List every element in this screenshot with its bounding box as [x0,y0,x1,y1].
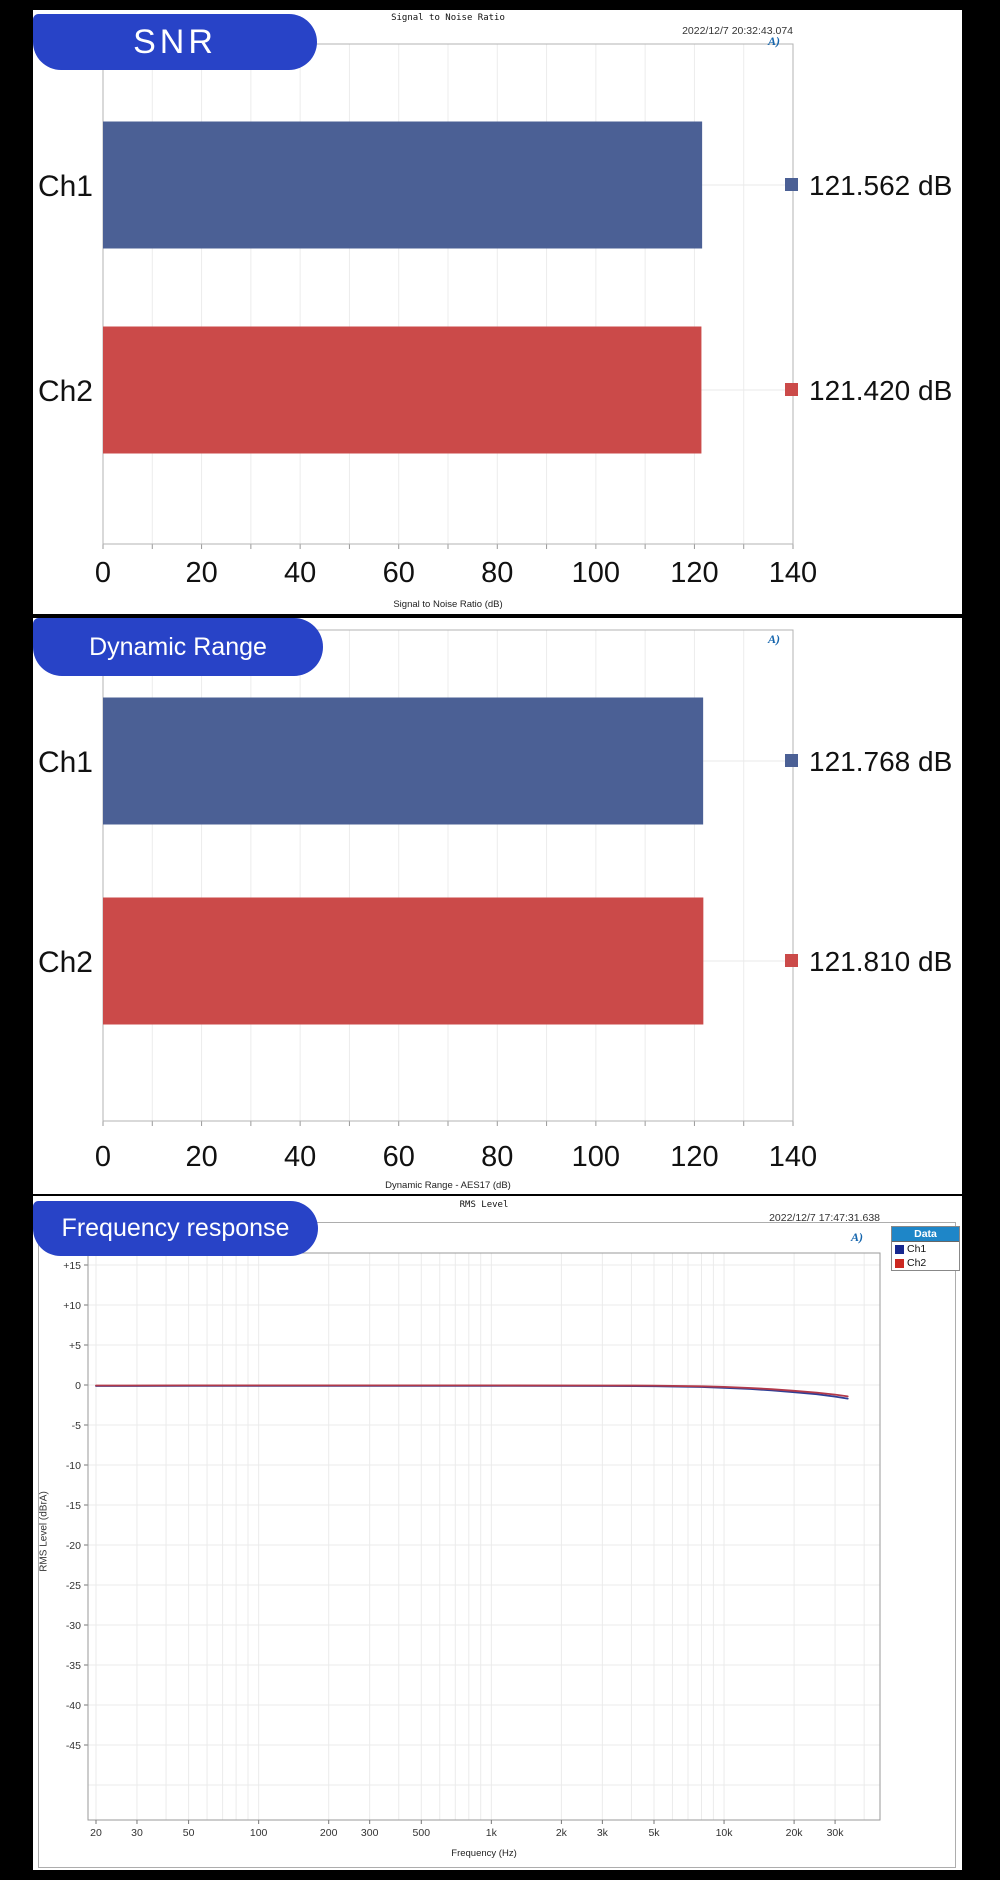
bar-ch1 [103,122,702,249]
legend-label-ch1: Ch1 [907,1243,927,1255]
svg-text:80: 80 [481,1141,514,1173]
svg-text:60: 60 [382,1141,415,1173]
svg-text:5k: 5k [648,1827,660,1839]
ch1-color-swatch-icon [895,1245,904,1254]
snr-x-axis-title: Signal to Noise Ratio (dB) [393,599,503,610]
svg-text:50: 50 [182,1827,195,1839]
value-marker-ch1 [785,754,798,767]
bar-ch2 [103,327,701,454]
fr-timestamp: 2022/12/7 17:47:31.638 [769,1212,880,1224]
value-label-ch1: 121.768 dB [809,746,953,777]
frequency-response-panel [33,1196,962,1870]
svg-text:0: 0 [94,1141,112,1173]
svg-text:-25: -25 [65,1580,81,1592]
svg-text:-5: -5 [71,1420,81,1432]
svg-text:20k: 20k [785,1827,803,1839]
svg-text:-35: -35 [65,1660,81,1672]
snr-badge: SNR [33,14,317,70]
svg-text:+5: +5 [69,1340,81,1352]
svg-text:10k: 10k [715,1827,733,1839]
legend-label-ch2: Ch2 [907,1257,927,1269]
svg-text:-20: -20 [65,1540,81,1552]
rms-level-chart-title: RMS Level [459,1200,509,1210]
audio-precision-logo-icon: A) [768,632,780,646]
svg-text:Ch1: Ch1 [37,170,93,203]
dynamic-range-badge: Dynamic Range [33,618,323,676]
ch2-color-swatch-icon [895,1259,904,1268]
svg-text:-40: -40 [65,1700,81,1712]
legend-item-ch1 [892,1242,959,1256]
svg-text:0: 0 [75,1380,81,1392]
svg-text:-15: -15 [65,1500,81,1512]
audio-precision-logo-icon: A) [851,1230,863,1244]
fr-x-axis-title: Frequency (Hz) [451,1848,517,1859]
svg-text:200: 200 [319,1827,338,1839]
value-marker-ch1 [785,178,798,191]
dynamic-range-panel [33,618,962,1194]
snr-bar-chart-canvas [33,10,962,614]
svg-text:20: 20 [185,1141,218,1173]
svg-text:-30: -30 [65,1620,81,1632]
dynamic-range-bar-chart-canvas [33,618,962,1194]
svg-text:140: 140 [768,1141,818,1173]
value-label-ch2: 121.420 dB [809,375,953,406]
svg-text:60: 60 [382,557,415,589]
legend-header: Data [892,1227,959,1242]
bar-ch2 [103,898,703,1025]
svg-text:2k: 2k [555,1827,567,1839]
legend-box [891,1226,960,1271]
frequency-response-badge: Frequency response [33,1201,318,1256]
value-marker-ch2 [785,383,798,396]
fr-y-axis-title: RMS Level (dBrA) [38,1491,50,1572]
svg-text:40: 40 [284,557,317,589]
svg-text:100: 100 [249,1827,268,1839]
svg-text:3k: 3k [596,1827,608,1839]
svg-text:-10: -10 [65,1460,81,1472]
audio-precision-logo-icon: A) [768,34,780,48]
frequency-response-line-chart-canvas [33,1196,962,1870]
svg-text:Ch2: Ch2 [37,375,93,408]
svg-text:100: 100 [571,557,621,589]
svg-text:+15: +15 [63,1260,81,1272]
svg-text:0: 0 [94,557,112,589]
svg-text:Ch2: Ch2 [37,946,93,979]
dynamic-range-x-axis-title: Dynamic Range - AES17 (dB) [385,1180,511,1191]
svg-text:20: 20 [90,1827,102,1839]
value-marker-ch2 [785,954,798,967]
svg-text:-45: -45 [65,1740,81,1752]
svg-text:40: 40 [284,1141,317,1173]
svg-text:+10: +10 [63,1300,81,1312]
svg-text:80: 80 [481,557,514,589]
snr-chart-title: Signal to Noise Ratio [391,13,505,23]
svg-text:300: 300 [360,1827,379,1839]
svg-text:30: 30 [131,1827,143,1839]
value-label-ch2: 121.810 dB [809,946,953,977]
curve-ch2 [96,1385,848,1396]
svg-text:30k: 30k [826,1827,844,1839]
svg-text:500: 500 [412,1827,431,1839]
value-label-ch1: 121.562 dB [809,170,953,201]
bar-ch1 [103,698,703,825]
svg-text:120: 120 [670,1141,719,1173]
legend-item-ch2 [892,1256,959,1270]
snr-timestamp: 2022/12/7 20:32:43.074 [682,25,793,37]
svg-text:100: 100 [571,1141,621,1173]
snr-panel [33,10,962,614]
svg-text:Ch1: Ch1 [37,746,93,779]
svg-text:120: 120 [670,557,719,589]
svg-text:140: 140 [768,557,818,589]
svg-text:1k: 1k [485,1827,497,1839]
svg-text:20: 20 [185,557,218,589]
